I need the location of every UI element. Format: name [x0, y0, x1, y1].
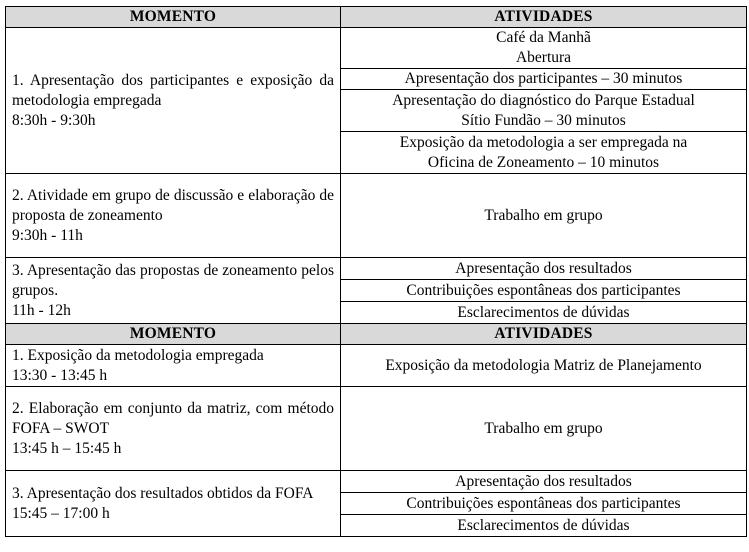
momento-time: 9:30h - 11h: [12, 226, 83, 244]
momento-description: 3. Apresentação dos resultados obtidos da FOFA: [12, 484, 314, 502]
momento-description: 2. Elaboração em conjunto da matriz, com método FOFA – SWOT: [12, 399, 334, 437]
header-momento: MOMENTO: [6, 324, 341, 345]
table-row: [6, 345, 747, 387]
table-row: [6, 28, 747, 69]
momento-cell: [6, 345, 341, 387]
activity-line: Esclarecimentos de dúvidas: [457, 303, 630, 321]
momento-time: 13:45 h – 15:45 h: [12, 439, 122, 457]
header-row: [6, 7, 747, 28]
activity-cell: [341, 69, 747, 90]
activity-line: Café da Manhã: [496, 29, 591, 46]
activity-cell: [341, 90, 747, 132]
activity-cell: [341, 258, 747, 280]
momento-cell: [6, 28, 341, 174]
activity-line: Oficina de Zoneamento – 10 minutos: [427, 153, 660, 171]
table-row: [6, 387, 747, 471]
schedule-table: [5, 6, 747, 537]
table-row: [6, 258, 747, 280]
momento-cell: [6, 258, 341, 324]
activity-line: Esclarecimentos de dúvidas: [457, 516, 630, 534]
activity-line: Contribuições espontâneas dos participantes: [406, 281, 681, 299]
momento-cell: [6, 471, 341, 537]
table-row: [6, 174, 747, 258]
activity-line: Apresentação dos resultados: [455, 259, 632, 277]
activity-cell: [341, 493, 747, 515]
activity-line: Apresentação dos resultados: [455, 472, 632, 490]
header-momento: MOMENTO: [6, 7, 341, 28]
momento-description: 1. Exposição da metodologia empregada: [12, 346, 264, 364]
activity-line: Trabalho em grupo: [484, 206, 603, 224]
momento-time: 8:30h - 9:30h: [12, 111, 96, 129]
activity-cell: [341, 302, 747, 324]
momento-time: 11h - 12h: [12, 301, 71, 319]
activity-line: Apresentação dos participantes – 30 minutos: [404, 70, 683, 87]
momento-time: 15:45 – 17:00 h: [12, 504, 110, 522]
activity-cell: [341, 387, 747, 471]
momento-cell: [6, 387, 341, 471]
activity-cell: [341, 345, 747, 387]
activity-line: Abertura: [515, 49, 572, 66]
activity-cell: [341, 174, 747, 258]
momento-time: 13:30 - 13:45 h: [12, 366, 108, 384]
activity-cell: [341, 280, 747, 302]
activity-line: Contribuições espontâneas dos participantes: [406, 494, 681, 512]
activity-line: Exposição da metodologia Matriz de Planejamento: [385, 356, 702, 374]
header-row: [6, 324, 747, 345]
activity-cell: [341, 28, 747, 69]
momento-description: 2. Atividade em grupo de discussão e elaboração de proposta de zoneamento: [12, 186, 334, 224]
momento-cell: [6, 174, 341, 258]
activity-line: Apresentação do diagnóstico do Parque Estadual: [392, 91, 695, 109]
activity-line: Sítio Fundão – 30 minutos: [461, 111, 626, 129]
momento-description: 3. Apresentação das propostas de zoneamento pelos grupos.: [12, 261, 334, 299]
activity-cell: [341, 515, 747, 537]
momento-description: 1. Apresentação dos participantes e exposição da metodologia empregada: [12, 71, 334, 109]
table-row: [6, 471, 747, 493]
activity-cell: [341, 132, 747, 174]
header-atividades: ATIVIDADES: [341, 7, 747, 28]
activity-cell: [341, 471, 747, 493]
header-atividades: ATIVIDADES: [341, 324, 747, 345]
activity-line: Exposição da metodologia a ser empregada na: [399, 133, 688, 151]
activity-line: Trabalho em grupo: [484, 419, 603, 437]
